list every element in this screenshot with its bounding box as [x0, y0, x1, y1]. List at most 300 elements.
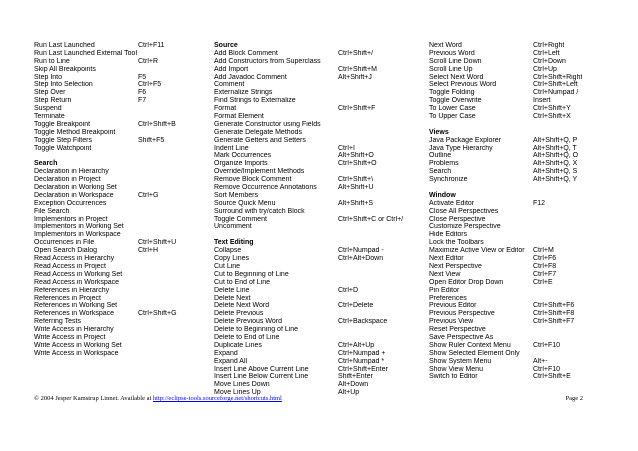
command-name: Delete Line — [214, 286, 250, 294]
key-binding: Ctrl+H — [138, 247, 159, 255]
shortcut-row — [429, 358, 629, 366]
command-name: Delete Next — [214, 294, 251, 302]
command-name: Write Access in Workspace — [34, 349, 119, 357]
shortcut-row — [214, 342, 424, 350]
shortcut-row — [429, 287, 629, 295]
key-binding: Alt+Shift+Q, X — [533, 160, 578, 168]
shortcut-row — [214, 350, 424, 358]
shortcut-row — [34, 310, 204, 318]
shortcut-row — [429, 216, 629, 224]
command-name: Override/Implement Methods — [214, 168, 305, 176]
shortcut-row — [34, 184, 204, 192]
command-name: Format — [214, 105, 237, 113]
key-binding: Ctrl+Left — [533, 49, 560, 57]
command-name: Cut to End of Line — [214, 278, 271, 286]
command-name: Previous View — [429, 318, 474, 326]
command-name: Show System Menu — [429, 357, 492, 365]
shortcut-row — [214, 295, 424, 303]
key-binding: Ctrl+Alt+Up — [338, 341, 375, 349]
command-name: Run Last Launched — [34, 42, 95, 49]
command-name: Show Selected Element Only — [429, 349, 520, 357]
command-name: Java Type Hierarchy — [429, 144, 493, 152]
shortcut-row — [214, 176, 424, 184]
shortcut-row — [429, 113, 629, 121]
key-binding: Ctrl+Shift+Y — [533, 105, 571, 113]
shortcut-row — [214, 255, 424, 263]
section-heading: Source — [214, 42, 238, 49]
command-name: Activate Editor — [429, 199, 475, 207]
key-binding: Ctrl+F10 — [533, 341, 561, 349]
key-binding: Ctrl+F8 — [533, 262, 557, 270]
shortcut-row — [214, 184, 424, 192]
command-name: Problems — [429, 160, 459, 168]
command-name: Sort Members — [214, 191, 258, 199]
shortcut-row — [214, 160, 424, 168]
key-binding: Alt+Shift+U — [338, 184, 374, 192]
command-name: Select Previous Word — [429, 81, 497, 89]
shortcut-row — [214, 200, 424, 208]
key-binding: Ctrl+Shift+F7 — [533, 318, 575, 326]
command-name: Reset Perspective — [429, 326, 486, 334]
shortcut-row — [34, 74, 204, 82]
command-name: Implementors in Project — [34, 215, 108, 223]
shortcut-row — [34, 302, 204, 310]
key-binding: Ctrl+F10 — [533, 365, 561, 373]
key-binding: Ctrl+Shift+U — [138, 239, 177, 247]
shortcut-row — [34, 287, 204, 295]
command-name: Open Editor Drop Down — [429, 278, 504, 286]
section-heading: Views — [429, 128, 449, 136]
key-binding: Ctrl+R — [138, 57, 159, 65]
shortcut-row — [34, 255, 204, 263]
command-name: Externalize Strings — [214, 89, 273, 97]
shortcut-row — [214, 113, 424, 121]
command-name: Toggle Breakpoint — [34, 120, 91, 128]
section-spacer — [429, 184, 629, 192]
shortcut-row — [429, 223, 629, 231]
command-name: Select Next Word — [429, 73, 484, 81]
shortcut-row — [214, 334, 424, 342]
command-name: Run Last Launched External Tool — [34, 49, 137, 57]
shortcut-row — [214, 216, 424, 224]
shortcut-row — [34, 247, 204, 255]
key-binding: Ctrl+Backspace — [338, 318, 388, 326]
command-name: Expand — [214, 349, 238, 357]
command-name: Generate Constructor using Fields — [214, 120, 321, 128]
shortcut-row — [429, 50, 629, 58]
shortcut-row — [34, 121, 204, 129]
command-name: Add Javadoc Comment — [214, 73, 287, 81]
command-name: Hide Editors — [429, 231, 468, 239]
shortcut-row — [34, 295, 204, 303]
key-binding: Alt+Shift+Q, O — [533, 152, 579, 160]
command-name: Scroll Line Down — [429, 57, 482, 65]
command-name: Remove Occurrence Annotations — [214, 184, 317, 192]
shortcut-row — [429, 160, 629, 168]
command-name: Expand All — [214, 357, 248, 365]
key-binding: Ctrl+Numpad - — [338, 247, 384, 255]
command-name: Next View — [429, 270, 461, 278]
shortcut-row — [214, 137, 424, 145]
shortcut-row — [214, 192, 424, 200]
command-name: Write Access in Hierarchy — [34, 326, 114, 334]
shortcut-row — [34, 145, 204, 153]
command-name: Add Import — [214, 65, 249, 73]
shortcut-row — [214, 89, 424, 97]
shortcut-row — [429, 255, 629, 263]
shortcut-row — [34, 89, 204, 97]
key-binding: Ctrl+Shift+F6 — [533, 302, 575, 310]
command-name: Previous Editor — [429, 302, 477, 310]
shortcut-row — [429, 342, 629, 350]
shortcut-row — [214, 152, 424, 160]
shortcut-row — [34, 350, 204, 358]
key-binding: Ctrl+E — [533, 278, 553, 286]
shortcut-row — [429, 231, 629, 239]
key-binding: Ctrl+F11 — [138, 42, 165, 49]
key-binding: Ctrl+Numpad / — [533, 89, 579, 97]
key-binding: Insert — [533, 97, 551, 105]
shortcut-row — [429, 89, 629, 97]
command-name: Insert Line Below Current Line — [214, 373, 309, 381]
shortcut-row — [34, 342, 204, 350]
key-binding: Ctrl+Shift+C or Ctrl+/ — [338, 215, 404, 223]
shortcut-row — [214, 318, 424, 326]
section-heading: Text Editing — [214, 239, 254, 247]
shortcut-row — [429, 105, 629, 113]
command-name: Toggle Comment — [214, 215, 267, 223]
shortcut-row — [429, 247, 629, 255]
command-name: References in Hierarchy — [34, 286, 110, 294]
key-binding: Alt+Shift+S — [338, 199, 374, 207]
command-name: Write Access in Working Set — [34, 341, 122, 349]
shortcut-row — [214, 310, 424, 318]
command-name: Generate Delegate Methods — [214, 128, 302, 136]
shortcut-row — [429, 208, 629, 216]
command-name: Format Element — [214, 113, 264, 121]
key-binding: Ctrl+F6 — [533, 255, 557, 263]
shortcut-row — [429, 302, 629, 310]
shortcut-row — [214, 287, 424, 295]
command-name: Show Ruler Context Menu — [429, 341, 511, 349]
command-name: Run to Line — [34, 57, 70, 65]
command-name: Comment — [214, 81, 245, 89]
command-name: Suspend — [34, 105, 62, 113]
shortcut-row — [34, 81, 204, 89]
key-binding: Alt+Shift+O — [338, 152, 374, 160]
command-name: Step Into Selection — [34, 81, 93, 89]
footer-copyright — [34, 395, 282, 402]
command-name: Scroll Line Up — [429, 65, 473, 73]
shortcut-row — [34, 239, 204, 247]
key-binding: Ctrl+Shift+Enter — [338, 365, 388, 373]
shortcut-row — [214, 121, 424, 129]
shortcut-row — [34, 105, 204, 113]
command-name: Read Access in Project — [34, 262, 106, 270]
shortcut-row — [34, 50, 204, 58]
command-name: Delete Previous — [214, 310, 264, 318]
shortcut-column-2 — [214, 42, 424, 397]
shortcut-row — [429, 295, 629, 303]
shortcut-row — [214, 247, 424, 255]
shortcut-row — [214, 129, 424, 137]
command-name: Next Editor — [429, 255, 464, 263]
copyright-text: © 2004 Jesper Kamstrup Linnet. Available at — [34, 395, 153, 402]
shortcut-row — [429, 66, 629, 74]
command-name: References in Project — [34, 294, 101, 302]
key-binding: Ctrl+Numpad + — [338, 349, 386, 357]
key-binding: Ctrl+Shift+F — [338, 105, 376, 113]
command-name: Source Quick Menu — [214, 199, 276, 207]
command-name: Duplicate Lines — [214, 341, 262, 349]
command-name: Declaration in Hierarchy — [34, 168, 109, 176]
command-name: Add Block Comment — [214, 49, 278, 57]
shortcut-row — [34, 129, 204, 137]
command-name: Toggle Overwrite — [429, 97, 482, 105]
shortcut-row — [214, 58, 424, 66]
key-binding: Ctrl+F5 — [138, 81, 162, 89]
shortcut-row — [429, 271, 629, 279]
command-name: Switch to Editor — [429, 373, 478, 381]
command-name: References in Workspace — [34, 310, 115, 318]
shortcut-row — [214, 74, 424, 82]
shortcut-row — [429, 310, 629, 318]
command-name: Delete to End of Line — [214, 333, 280, 341]
key-binding: Alt+Up — [338, 389, 360, 397]
command-name: References in Working Set — [34, 302, 118, 310]
key-binding: Shift+Enter — [338, 373, 373, 381]
command-name: Surround with try/catch Block — [214, 207, 305, 215]
command-name: Step Over — [34, 89, 66, 97]
command-name: Write Access in Project — [34, 333, 106, 341]
shortcut-row — [214, 358, 424, 366]
section-spacer — [429, 121, 629, 129]
command-name: Declaration in Working Set — [34, 184, 117, 192]
key-binding: Alt+Shift+Q, S — [533, 168, 578, 176]
shortcut-row — [34, 223, 204, 231]
command-name: Cut Line — [214, 262, 241, 270]
command-name: Step Return — [34, 97, 72, 105]
command-name: Save Perspective As — [429, 333, 494, 341]
shortcut-row — [34, 113, 204, 121]
key-binding: Ctrl+Shift+Right — [533, 73, 583, 81]
command-name: Preferences — [429, 294, 467, 302]
command-name: Toggle Step Filters — [34, 136, 92, 144]
shortcut-row — [214, 279, 424, 287]
command-name: Close Perspective — [429, 215, 486, 223]
command-name: Delete Next Word — [214, 302, 270, 310]
shortcut-row — [214, 97, 424, 105]
section-heading: Window — [429, 191, 456, 199]
shortcut-row — [214, 145, 424, 153]
shortcut-row — [214, 381, 424, 389]
command-name: Delete Previous Word — [214, 318, 282, 326]
command-name: Uncomment — [214, 223, 252, 231]
shortcut-row — [429, 200, 629, 208]
command-name: Cut to Beginning of Line — [214, 270, 289, 278]
shortcut-row — [214, 66, 424, 74]
key-binding: Alt+Shift+Q, P — [533, 136, 578, 144]
shortcut-row — [214, 326, 424, 334]
shortcut-row — [214, 373, 424, 381]
key-binding: Ctrl+D — [338, 286, 359, 294]
command-name: Read Access in Hierarchy — [34, 255, 115, 263]
shortcut-row — [429, 152, 629, 160]
key-binding: Ctrl+Down — [533, 57, 566, 65]
key-binding: F6 — [138, 89, 147, 97]
command-name: Outline — [429, 152, 452, 160]
command-name: Toggle Folding — [429, 89, 475, 97]
shortcut-row — [214, 263, 424, 271]
key-binding: Alt+Shift+Q, T — [533, 144, 577, 152]
shortcut-row — [429, 74, 629, 82]
command-name: Toggle Watchpoint — [34, 144, 92, 152]
command-name: Terminate — [34, 113, 65, 121]
key-binding: Ctrl+Shift+X — [533, 113, 571, 121]
shortcut-row — [34, 271, 204, 279]
shortcut-row — [34, 208, 204, 216]
key-binding: Ctrl+Shift+/ — [338, 49, 374, 57]
shortcut-column-1 — [34, 42, 204, 358]
shortcut-row — [214, 105, 424, 113]
shortcut-row — [34, 200, 204, 208]
shortcut-row — [34, 326, 204, 334]
shortcut-row — [34, 231, 204, 239]
shortcut-row — [214, 271, 424, 279]
shortcut-row — [429, 145, 629, 153]
shortcut-row — [34, 58, 204, 66]
shortcut-row — [429, 318, 629, 326]
command-name: Previous Perspective — [429, 310, 495, 318]
key-binding: Ctrl+Shift+E — [533, 373, 571, 381]
key-binding: Ctrl+M — [533, 247, 554, 255]
key-binding: Ctrl+Delete — [338, 302, 374, 310]
command-name: Indent Line — [214, 144, 249, 152]
key-binding: F7 — [138, 97, 147, 105]
key-binding: Alt+Down — [338, 381, 369, 389]
command-name: To Upper Case — [429, 113, 476, 121]
shortcut-row — [429, 239, 629, 247]
command-name: Implementors in Working Set — [34, 223, 124, 231]
key-binding: Ctrl+G — [138, 191, 159, 199]
shortcut-row — [214, 366, 424, 374]
key-binding: Shift+F5 — [138, 136, 165, 144]
shortcut-row — [429, 279, 629, 287]
command-name: Lock the Toolbars — [429, 239, 484, 247]
command-name: Previous Word — [429, 49, 475, 57]
command-name: Move Lines Up — [214, 389, 261, 397]
key-binding: Alt+- — [533, 357, 548, 365]
command-name: Collapse — [214, 247, 242, 255]
shortcut-row — [214, 208, 424, 216]
key-binding: Ctrl+Shift+O — [338, 160, 377, 168]
command-name: Next Perspective — [429, 262, 482, 270]
shortcut-row — [429, 334, 629, 342]
command-name: Read Access in Working Set — [34, 270, 123, 278]
shortcut-row — [34, 66, 204, 74]
command-name: Customize Perspective — [429, 223, 501, 231]
key-binding: Ctrl+Shift+B — [138, 120, 176, 128]
command-name: Exception Occurrences — [34, 199, 107, 207]
shortcut-row — [34, 137, 204, 145]
command-name: Copy Lines — [214, 255, 250, 263]
shortcut-row — [214, 81, 424, 89]
key-binding: F12 — [533, 199, 546, 207]
shortcut-row — [429, 81, 629, 89]
command-name: Close All Perspectives — [429, 207, 499, 215]
shortcut-row — [429, 58, 629, 66]
command-name: Delete to Beginning of Line — [214, 326, 299, 334]
command-name: Move Lines Down — [214, 381, 270, 389]
key-binding: Ctrl+Right — [533, 42, 565, 49]
key-binding: Ctrl+Shift+Left — [533, 81, 578, 89]
shortcut-row — [34, 176, 204, 184]
key-binding: Ctrl+Shift+F8 — [533, 310, 575, 318]
command-name: Generate Getters and Setters — [214, 136, 306, 144]
shortcut-row — [34, 97, 204, 105]
command-name: Next Word — [429, 42, 462, 49]
command-name: Insert Line Above Current Line — [214, 365, 309, 373]
shortcut-row — [214, 50, 424, 58]
shortcut-column-3 — [429, 42, 629, 381]
shortcut-row — [34, 263, 204, 271]
command-name: Add Constructors from Superclass — [214, 57, 321, 65]
section-spacer — [214, 231, 424, 239]
command-name: Toggle Method Breakpoint — [34, 128, 116, 136]
command-name: Find Strings to Externalize — [214, 97, 296, 105]
page-number: Page 2 — [565, 395, 583, 402]
shortcut-row — [34, 334, 204, 342]
shortcut-row — [34, 279, 204, 287]
shortcut-row — [34, 42, 204, 50]
command-name: Implementors in Workspace — [34, 231, 121, 239]
command-name: Referring Tests — [34, 318, 81, 326]
command-name: Step Into — [34, 73, 63, 81]
key-binding: Ctrl+Shift+M — [338, 65, 377, 73]
shortcut-row — [34, 192, 204, 200]
command-name: Open Search Dialog — [34, 247, 98, 255]
shortcut-row — [429, 373, 629, 381]
shortcut-row — [429, 176, 629, 184]
key-binding: Ctrl+F7 — [533, 270, 557, 278]
key-binding: Ctrl+Numpad * — [338, 357, 385, 365]
command-name: Java Package Explorer — [429, 136, 501, 144]
key-binding: Ctrl+Shift+\ — [338, 176, 374, 184]
command-name: File Search — [34, 207, 70, 215]
shortcut-row — [34, 216, 204, 224]
command-name: Synchronize — [429, 176, 468, 184]
command-name: Maximize Active View or Editor — [429, 247, 525, 255]
key-binding: Ctrl+I — [338, 144, 355, 152]
command-name: Occurrences in File — [34, 239, 95, 247]
command-name: Remove Block Comment — [214, 176, 292, 184]
section-heading: Search — [34, 160, 58, 168]
command-name: Search — [429, 168, 452, 176]
shortcut-row — [429, 42, 629, 50]
command-name: Declaration in Workspace — [34, 191, 114, 199]
command-name: Skip All Breakpoints — [34, 65, 96, 73]
shortcut-row — [214, 302, 424, 310]
shortcut-row — [429, 326, 629, 334]
shortcuts-link[interactable]: http://eclipse-tools.sourceforge.net/shortcuts.html — [152, 395, 282, 402]
shortcut-row — [429, 137, 629, 145]
shortcut-row — [429, 350, 629, 358]
shortcut-row — [429, 263, 629, 271]
command-name: Pin Editor — [429, 286, 460, 294]
shortcut-row — [214, 223, 424, 231]
shortcut-row — [429, 168, 629, 176]
key-binding: Alt+Shift+Q, Y — [533, 176, 578, 184]
